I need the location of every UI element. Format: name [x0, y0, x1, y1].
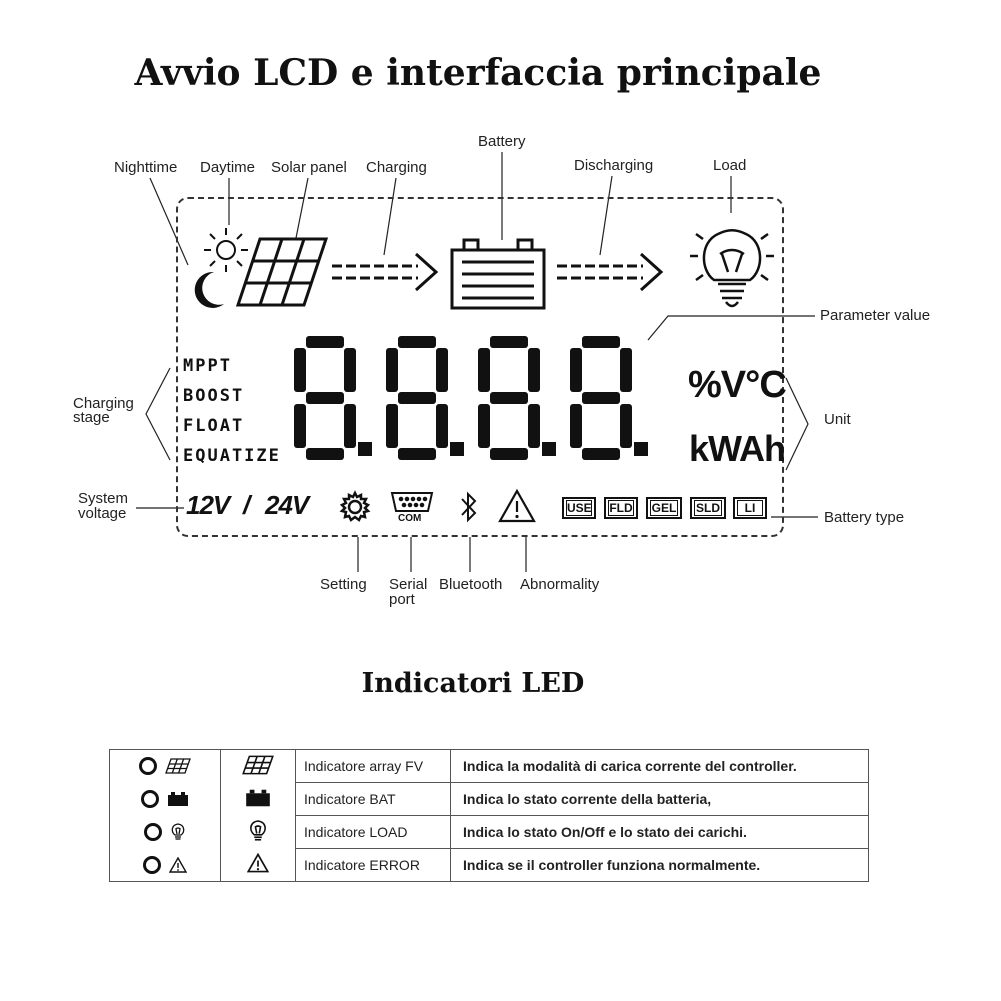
- digit-segment: [478, 404, 490, 448]
- digit-segment: [582, 392, 620, 404]
- battery-type-use: USE: [562, 497, 596, 519]
- bulb-icon: [684, 214, 780, 312]
- digit-segment: [490, 392, 528, 404]
- label-discharging: Discharging: [574, 157, 654, 174]
- digit-segment: [478, 348, 490, 392]
- digit-segment: [620, 348, 632, 392]
- warning-icon: [169, 857, 187, 873]
- indicator-name: Indicatore array FV: [296, 750, 451, 783]
- label-serial-port-2: port: [389, 591, 415, 608]
- led-cell: [110, 750, 221, 783]
- battery-type-li: LI: [733, 497, 767, 519]
- digit-segment: [490, 448, 528, 460]
- digit-segment: [344, 404, 356, 448]
- label-serial-port-1: Serial: [389, 576, 428, 593]
- label-battery-type: Battery type: [824, 509, 905, 526]
- icon-cell: [221, 783, 296, 816]
- battery-icon: [245, 788, 271, 808]
- label-solar-panel: Solar panel: [271, 159, 347, 176]
- digit-segment: [294, 348, 306, 392]
- led-title: Indicatori LED: [361, 668, 585, 699]
- digit-segment: [306, 392, 344, 404]
- digit-segment: [344, 348, 356, 392]
- led-indicator-table: [109, 749, 869, 882]
- warning-icon: [247, 853, 269, 873]
- digit-segment: [306, 336, 344, 348]
- label-system-voltage-2: voltage: [78, 505, 127, 522]
- discharging-arrow-icon: [555, 250, 665, 294]
- icon-cell: [221, 750, 296, 783]
- indicator-name: Indicatore ERROR: [296, 849, 451, 882]
- digit-segment: [436, 348, 448, 392]
- serial-port-icon: [390, 491, 434, 513]
- label-charging-stage-2: stage: [73, 409, 110, 426]
- indicator-name: Indicatore LOAD: [296, 816, 451, 849]
- table-row: [110, 816, 869, 849]
- led-ring-icon: [143, 856, 161, 874]
- digit-segment: [398, 336, 436, 348]
- led-ring-icon: [139, 757, 157, 775]
- label-battery: Battery: [478, 133, 526, 150]
- label-nighttime: Nighttime: [114, 159, 178, 176]
- warning-icon: [498, 488, 536, 524]
- battery-icon: [167, 791, 189, 807]
- digit-segment: [386, 404, 398, 448]
- bluetooth-icon: [459, 490, 479, 524]
- stage-mppt: MPPT: [183, 356, 232, 376]
- decimal-point: [634, 442, 648, 456]
- indicator-description: Indica lo stato On/Off e lo stato dei carichi.: [451, 816, 869, 849]
- decimal-point: [542, 442, 556, 456]
- battery-icon: [448, 236, 548, 312]
- unit-kwah: kWAh: [689, 428, 786, 469]
- digit-segment: [398, 448, 436, 460]
- digit-segment: [386, 348, 398, 392]
- main-title: Avvio LCD e interfaccia principale: [134, 52, 822, 94]
- led-cell: [110, 849, 221, 882]
- digit-segment: [306, 448, 344, 460]
- digit-segment: [582, 336, 620, 348]
- label-parameter-value: Parameter value: [820, 307, 931, 324]
- led-ring-icon: [141, 790, 159, 808]
- indicator-name: Indicatore BAT: [296, 783, 451, 816]
- digit-segment: [528, 404, 540, 448]
- label-bluetooth: Bluetooth: [439, 576, 503, 593]
- bulb-icon: [170, 822, 186, 842]
- icon-cell: [221, 849, 296, 882]
- icon-cell: [221, 816, 296, 849]
- label-abnormality: Abnormality: [520, 576, 600, 593]
- voltage-separator: /: [243, 490, 250, 520]
- label-system-voltage-1: System: [78, 490, 129, 507]
- digit-segment: [436, 404, 448, 448]
- bulb-icon: [248, 818, 268, 844]
- digit-segment: [582, 448, 620, 460]
- indicator-description: Indica se il controller funziona normalmente.: [451, 849, 869, 882]
- battery-type-gel: GEL: [646, 497, 682, 519]
- label-daytime: Daytime: [200, 159, 256, 176]
- battery-type-fld: FLD: [604, 497, 638, 519]
- label-setting: Setting: [320, 576, 367, 593]
- label-charging: Charging: [366, 159, 427, 176]
- charging-arrow-icon: [330, 250, 440, 294]
- solar-panel-icon: [242, 755, 274, 775]
- indicator-description: Indica la modalità di carica corrente del controller.: [451, 750, 869, 783]
- label-load: Load: [713, 157, 747, 174]
- voltage-24v: 24V: [265, 490, 309, 520]
- digit-segment: [570, 404, 582, 448]
- com-label: COM: [398, 513, 422, 524]
- table-row: [110, 783, 869, 816]
- voltage-12v: 12V: [186, 490, 230, 520]
- label-unit: Unit: [824, 411, 851, 428]
- decimal-point: [450, 442, 464, 456]
- solar-panel-icon: [165, 758, 191, 774]
- solar-panel-icon: [236, 237, 328, 307]
- unit-percent-volt-celsius: %V°C: [688, 364, 786, 406]
- seven-segment-display: [290, 332, 690, 472]
- table-row: [110, 750, 869, 783]
- stage-boost: BOOST: [183, 386, 245, 406]
- battery-type-sld: SLD: [690, 497, 726, 519]
- digit-segment: [490, 336, 528, 348]
- digit-segment: [294, 404, 306, 448]
- label-charging-stage-1: Charging: [73, 395, 134, 412]
- stage-equatize: EQUATIZE: [183, 446, 281, 466]
- led-cell: [110, 816, 221, 849]
- led-ring-icon: [144, 823, 162, 841]
- digit-segment: [528, 348, 540, 392]
- gear-icon: [338, 490, 372, 524]
- stage-float: FLOAT: [183, 416, 245, 436]
- decimal-point: [358, 442, 372, 456]
- table-row: [110, 849, 869, 882]
- indicator-description: Indica lo stato corrente della batteria,: [451, 783, 869, 816]
- digit-segment: [620, 404, 632, 448]
- digit-segment: [398, 392, 436, 404]
- digit-segment: [570, 348, 582, 392]
- led-cell: [110, 783, 221, 816]
